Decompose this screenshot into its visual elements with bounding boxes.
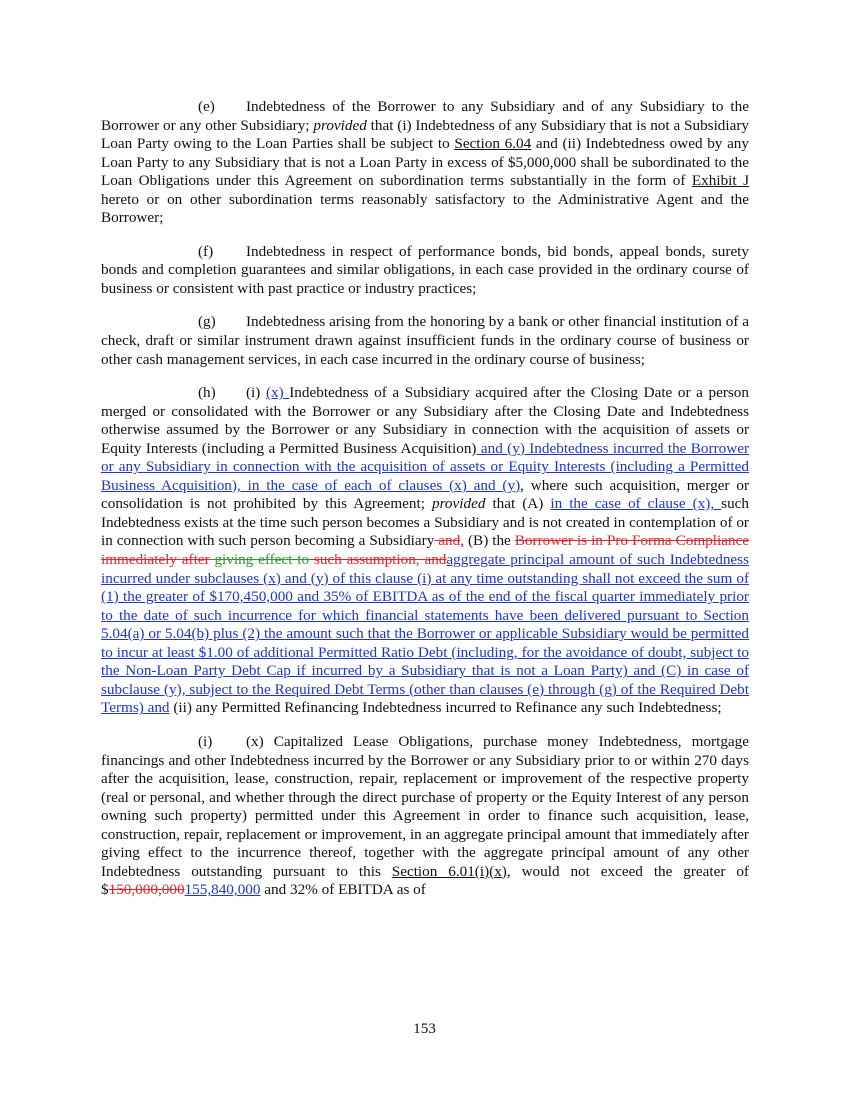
- clause-g: [101, 313, 749, 369]
- clause-h-text-3: , where such acquisition, merger or consolidation is not prohibited by this Agreement;: [101, 476, 749, 513]
- clause-f: [101, 243, 749, 299]
- clause-i: [101, 733, 749, 900]
- clause-h-provided: provided: [431, 495, 486, 513]
- clause-h-text-1: (i): [246, 384, 266, 402]
- clause-e: [101, 98, 749, 228]
- clause-h-deletion-1: and: [434, 532, 461, 550]
- clause-h-text-6: (B) the: [464, 532, 515, 550]
- clause-i-deleted-amount: 150,000,000: [108, 881, 185, 899]
- clause-h-insertion-3: in the case of clause (x),: [550, 495, 722, 513]
- clause-e-provided: provided: [313, 116, 367, 134]
- exhibit-j-reference: Exhibit J: [691, 172, 749, 190]
- clause-h-insertion-4: ,: [460, 532, 465, 550]
- document-page: [101, 98, 749, 915]
- clause-i-inserted-amount: 155,840,000: [184, 881, 261, 899]
- clause-e-text-1: Indebtedness of the Borrower to any Subsidiary and of any Subsidiary to the Borrower or any other Subsidiary;: [101, 98, 749, 134]
- clause-h-deletion-2: Borrower is in Pro Forma Compliance immediately after: [101, 532, 749, 569]
- clause-h-insertion-5: aggregate principal amount of such Indebtedness incurred under subclauses (x) and (y) of this clause (i) at any time outstanding shall not exceed the sum of (1) the greater of $170,450,000 and 35% of EBITDA as of the end of the fiscal quarter immediately prior to the date of such incurrence for which financial statements have been delivered pursuant to Section 5.04(a) or 5.04(b) plus (2) the amount such that the Borrower or applicable Subsidiary would be permitted to incur at least $1.00 of additional Permitted Ratio Debt (including, for the avoidance of doubt, subject to the Non-Loan Party Debt Cap if incurred by a Subsidiary that is not a Loan Party) and (C) in case of subclause (y), subject to the Required Debt Terms (other than clauses (e) through (g) of the Required Debt Terms) and: [101, 551, 749, 717]
- page-number: 153: [413, 1020, 436, 1037]
- clause-h-insertion-2: and (y) Indebtedness incurred the Borrower or any Subsidiary in connection with the acquisition of assets or Equity Interests (including a Permitted Business Acquisition), in the case of each of clauses (x) and (y): [101, 439, 749, 494]
- clause-e-label: (e): [198, 98, 215, 115]
- clause-h-text-4: that (A): [485, 495, 551, 513]
- clause-h-text-5: such Indebtedness exists at the time such person becomes a Subsidiary and is not created in contemplation of or in connection with such person becoming a Subsidiary: [101, 495, 749, 550]
- section-601ix-reference: Section 6.01(i)(x): [391, 862, 507, 880]
- clause-h-text-7: (ii) any Permitted Refinancing Indebtedness incurred to Refinance any such Indebtedness;: [169, 699, 722, 717]
- clause-e-text-4: hereto or on other subordination terms reasonably satisfactory to the Administrative Agent and the Borrower;: [101, 190, 749, 227]
- clause-f-label: (f): [198, 242, 214, 260]
- clause-f-text: Indebtedness in respect of performance bonds, bid bonds, appeal bonds, surety bonds and completion guarantees and similar obligations, in each case provided in the ordinary course of business or consistent with past practice or industry practices;: [101, 242, 749, 297]
- clause-h-insertion-1: (x): [265, 384, 290, 402]
- clause-h-label: (h): [198, 384, 216, 402]
- clause-i-text-2: , would not exceed the greater of $: [101, 862, 749, 899]
- clause-e-text-2: that (i) Indebtedness of any Subsidiary that is not a Subsidiary Loan Party owing to the Loan Parties shall be subject to: [101, 116, 749, 153]
- section-604-reference: Section 6.04: [454, 135, 532, 153]
- clause-e-text-3: and (ii) Indebtedness owed by any Loan Party to any Subsidiary that is not a Loan Party in excess of $5,000,000 shall be subordinated to the Loan Obligations under this Agreement on subordination terms substantially in the form of: [101, 135, 749, 190]
- clause-g-label: (g): [198, 313, 216, 331]
- clause-i-text-1: (x) Capitalized Lease Obligations, purchase money Indebtedness, mortgage financings and other Indebtedness incurred by the Borrower or any Subsidiary prior to or within 270 days after the acquisition, lease, construction, repair, replacement or improvement of the respective property (real or personal, and whether through the direct purchase of property or the Equity Interest of any person owning such property) permitted under this Agreement in order to finance such acquisition, lease, construction, repair, replacement or improvement, in an aggregate principal amount that immediately after giving effect to the incurrence thereof, together with the aggregate principal amount of any other Indebtedness outstanding pursuant to this: [101, 732, 749, 880]
- clause-g-text: Indebtedness arising from the honoring by a bank or other financial institution of a check, draft or similar instrument drawn against insufficient funds in the ordinary course of business or other cash management services, in each case incurred in the ordinary course of business;: [101, 313, 749, 368]
- clause-h-deletion-3: giving effect to: [209, 551, 310, 569]
- clause-i-text-3: and 32% of EBITDA as of: [260, 881, 426, 899]
- clause-h: [101, 384, 749, 718]
- clause-i-label: (i): [198, 732, 213, 750]
- clause-h-text-2: Indebtedness of a Subsidiary acquired after the Closing Date or a person merged or consolidated with the Borrower or any Subsidiary after the Closing Date and Indebtedness otherwise assumed by the Borrower or any Subsidiary in connection with the acquisition of assets or Equity Interests (including a Permitted Business Acquisition): [101, 384, 749, 457]
- clause-h-deletion-4: such assumption, and: [309, 551, 447, 569]
